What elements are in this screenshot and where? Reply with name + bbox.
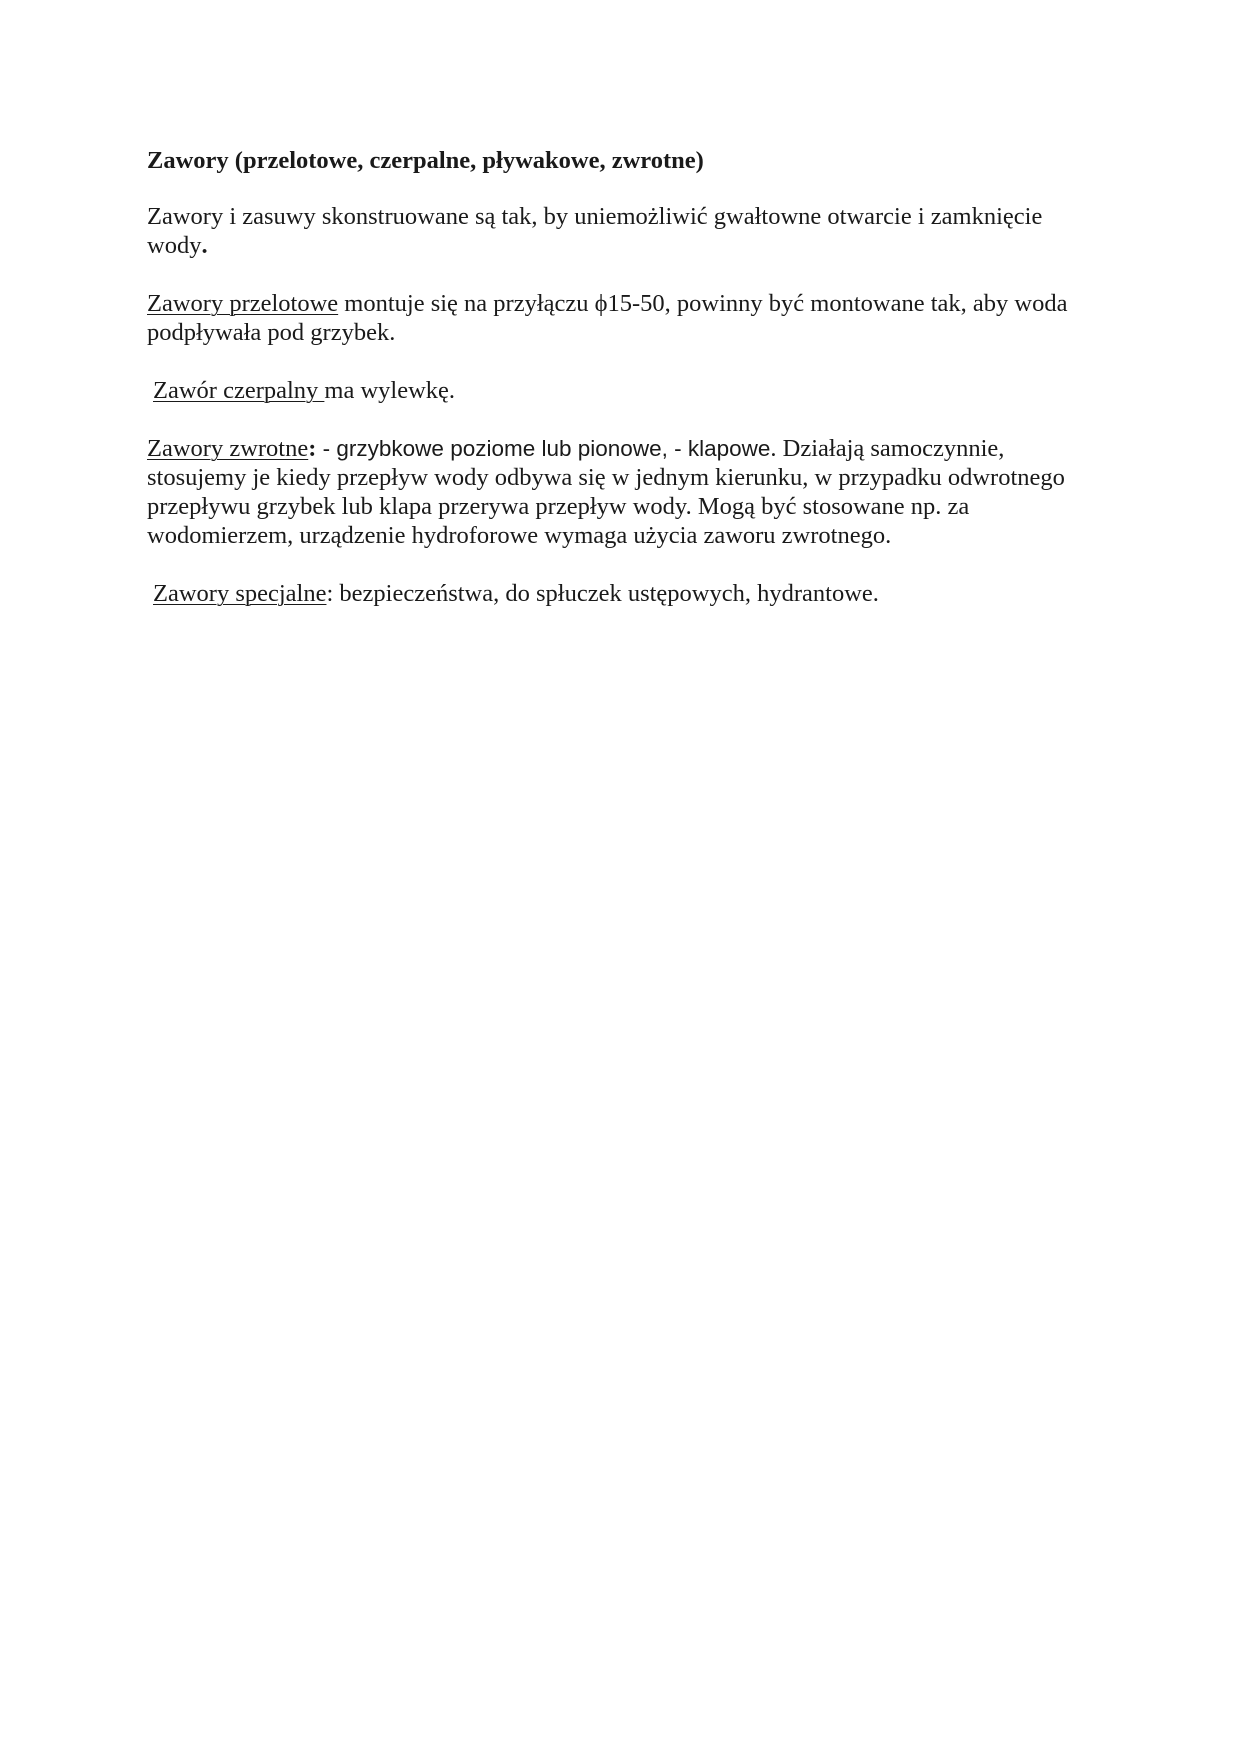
przelotowe-paragraph xyxy=(147,289,1097,347)
specjalne-text: : bezpieczeństwa, do spłuczek ustępowych, hydrantowe. xyxy=(326,580,879,607)
document-title: Zawory (przelotowe, czerpalne, pływakowe, zwrotne) xyxy=(147,147,704,174)
czerpalny-text: ma wylewkę. xyxy=(324,377,456,404)
zwrotne-text: . Działają samoczynnie, stosujemy je kiedy przepływ wody odbywa się w jednym kierunku, w przypadku odwrotnego przepływu grzybek lub klapa przerywa przepływ wody. Mogą być stosowane np. za wodomierzem, urządzenie hydroforowe wymaga użycia zaworu zwrotnego. xyxy=(147,435,1065,549)
specjalne-term: Zawory specjalne xyxy=(153,580,327,607)
zwrotne-list: - grzybkowe poziome lub pionowe, - klapowe xyxy=(316,436,771,461)
przelotowe-term: Zawory przelotowe xyxy=(147,290,339,317)
intro-text: Zawory i zasuwy skonstruowane są tak, by uniemożliwić gwałtowne otwarcie i zamknięcie wody xyxy=(147,203,1043,259)
specjalne-paragraph xyxy=(147,579,1097,608)
zwrotne-paragraph xyxy=(147,434,1097,550)
przelotowe-text: montuje się na przyłączu ϕ15-50, powinny być montowane tak, aby woda podpływała pod grzybek. xyxy=(147,290,1068,346)
czerpalny-term: Zawór czerpalny xyxy=(153,377,325,404)
document-body xyxy=(147,146,1097,637)
czerpalny-paragraph xyxy=(147,376,1097,405)
zwrotne-term: Zawory zwrotne xyxy=(147,435,309,462)
intro-period: . xyxy=(201,232,208,259)
intro-paragraph xyxy=(147,202,1097,260)
zwrotne-colon: : xyxy=(308,435,317,462)
